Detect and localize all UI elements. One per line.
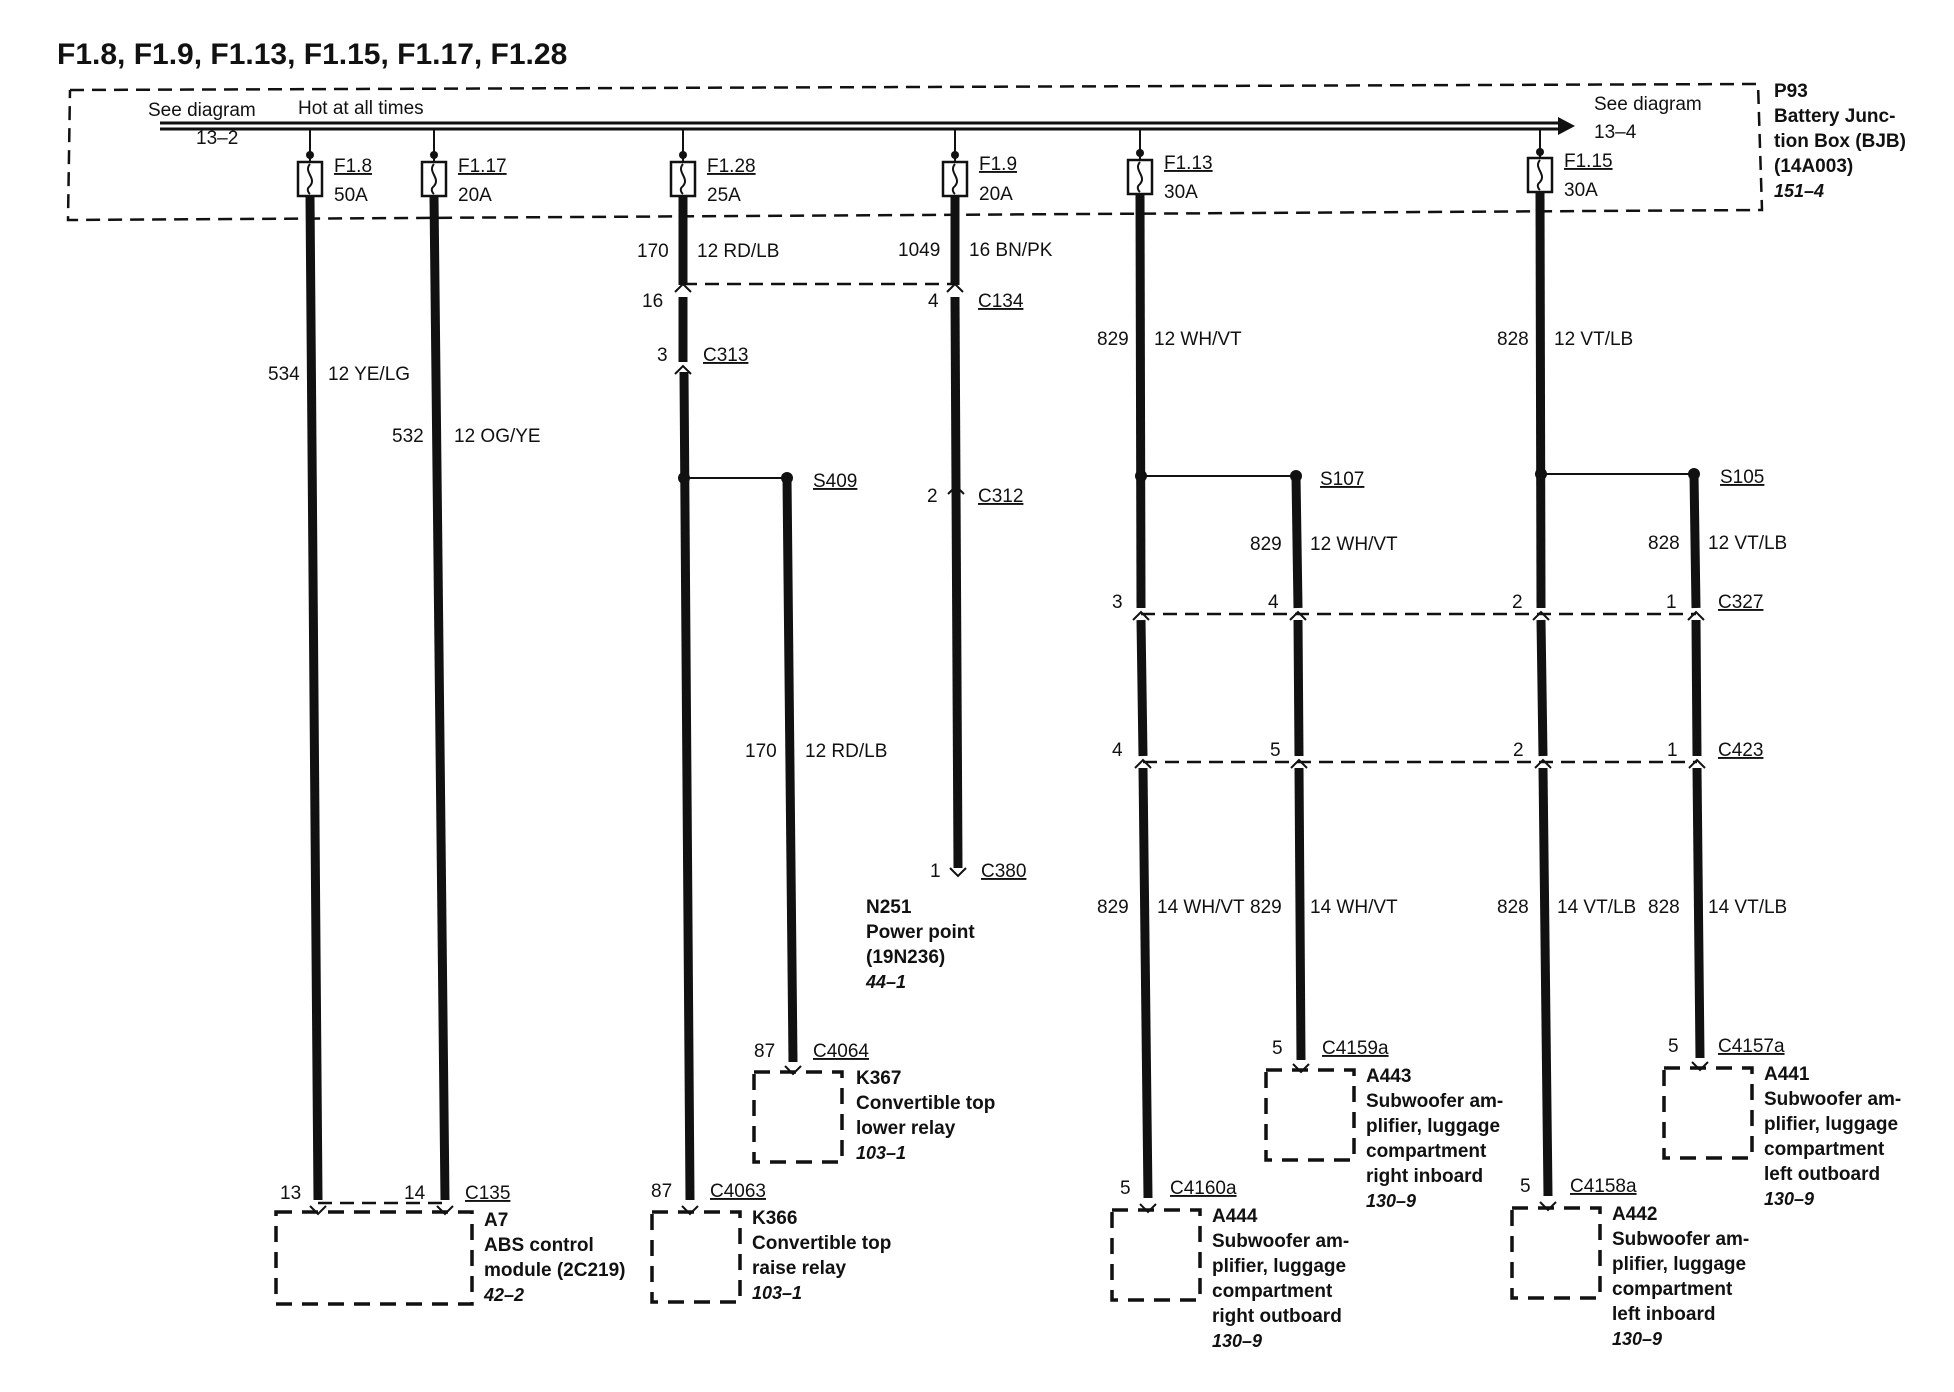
component-box	[276, 1212, 472, 1304]
fuse-f1-8	[298, 129, 372, 206]
pin-number: 2	[1513, 740, 1524, 761]
component-ref: 42–2	[484, 1285, 525, 1305]
bjb-ref: 151–4	[1774, 181, 1825, 201]
component-line: lower relay	[856, 1118, 956, 1139]
component-line: left inboard	[1612, 1304, 1716, 1325]
wire-label-circuit: 828	[1648, 533, 1680, 554]
splice-dot	[678, 472, 690, 484]
chevron-up-icon	[1689, 760, 1705, 768]
wire-label-circuit: 534	[268, 364, 300, 385]
wire-label-circuit: 170	[637, 241, 669, 262]
wire-label-circuit: 828	[1497, 329, 1529, 350]
fuse-f1-13	[1128, 129, 1213, 203]
component-line: (19N236)	[866, 947, 946, 968]
bjb-name-line-2: tion Box (BJB)	[1774, 131, 1906, 152]
component-line: plifier, luggage	[1212, 1256, 1347, 1277]
fuse-icon	[298, 162, 322, 196]
chevron-down-icon	[950, 868, 966, 876]
component-line: Subwoofer am-	[1212, 1231, 1350, 1252]
wire-labels	[268, 240, 1787, 918]
component-id: K366	[752, 1208, 798, 1229]
component-line: compartment	[1212, 1281, 1333, 1302]
wire-label-circuit: 829	[1097, 897, 1129, 918]
wire-label-spec: 14 VT/LB	[1708, 897, 1788, 918]
pin-number: 1	[930, 861, 941, 882]
connector-id-c4064: C4064	[813, 1041, 869, 1062]
component-box	[1512, 1208, 1600, 1298]
right-diagram-ref: 13–4	[1594, 122, 1637, 143]
fuse-id: F1.17	[458, 156, 507, 177]
pin-number: 5	[1520, 1176, 1531, 1197]
pin-number: 13	[280, 1183, 302, 1204]
wire-label-spec: 12 VT/LB	[1554, 329, 1634, 350]
pin-number: 4	[1268, 592, 1279, 613]
wire-829-main-mid	[1141, 620, 1143, 756]
fuse-f1-9	[943, 129, 1017, 205]
fuse-icon	[422, 162, 446, 196]
fuse-rating: 20A	[979, 184, 1013, 205]
wire-label-spec: 12 RD/LB	[805, 741, 888, 762]
wire-532	[434, 196, 445, 1200]
component-a442	[1512, 1204, 1749, 1349]
wire-828-branch-lower	[1697, 768, 1700, 1058]
chevron-up-icon	[1688, 612, 1704, 620]
component-id: K367	[856, 1068, 902, 1089]
wire-1049-lower	[955, 297, 958, 868]
connector-id-c135: C135	[465, 1183, 511, 1204]
component-line: compartment	[1764, 1139, 1885, 1160]
wire-828-branch-mid	[1696, 620, 1697, 756]
fuse-rating: 30A	[1564, 180, 1598, 201]
wire-828-main-lower	[1543, 768, 1548, 1196]
wire-label-spec: 14 WH/VT	[1310, 897, 1398, 918]
wire-label-circuit: 829	[1250, 897, 1282, 918]
splice-dot	[1535, 468, 1547, 480]
component-ref: 130–9	[1366, 1191, 1417, 1211]
component-a444	[1112, 1206, 1349, 1351]
component-a441	[1664, 1064, 1901, 1209]
pin-number: 4	[928, 291, 939, 312]
fuse-f1-28	[671, 129, 756, 206]
fuse-id: F1.15	[1564, 151, 1613, 172]
connector-id-c134: C134	[978, 291, 1024, 312]
wire-828-main-mid	[1541, 620, 1543, 756]
component-id: N251	[866, 897, 912, 918]
fuse-icon	[943, 162, 967, 196]
wire-label-circuit: 170	[745, 741, 777, 762]
component-line: Subwoofer am-	[1612, 1229, 1750, 1250]
connector-id-c4159a: C4159a	[1322, 1038, 1389, 1059]
splice-dot	[781, 472, 793, 484]
pin-number: 16	[642, 291, 664, 312]
bjb-id: P93	[1774, 81, 1808, 102]
component-line: right inboard	[1366, 1166, 1484, 1187]
pin-number: 1	[1667, 740, 1678, 761]
pin-number: 3	[657, 345, 668, 366]
pin-number: 5	[1120, 1178, 1131, 1199]
connector-id-c327: C327	[1718, 592, 1764, 613]
connector-id-c423: C423	[1718, 740, 1764, 761]
fuse-id: F1.13	[1164, 153, 1213, 174]
diagram-title: F1.8, F1.9, F1.13, F1.15, F1.17, F1.28	[57, 38, 568, 71]
connector-id-c312: C312	[978, 486, 1024, 507]
component-line: compartment	[1366, 1141, 1487, 1162]
component-a443	[1266, 1066, 1503, 1211]
component-box	[754, 1072, 842, 1162]
component-id: A441	[1764, 1064, 1810, 1085]
right-see-diagram: See diagram	[1594, 94, 1702, 115]
component-ref: 130–9	[1212, 1331, 1263, 1351]
splice-dot	[1135, 470, 1147, 482]
connector-id-c380: C380	[981, 861, 1027, 882]
component-line: raise relay	[752, 1258, 847, 1279]
component-id: A444	[1212, 1206, 1258, 1227]
fuse-rating: 20A	[458, 185, 492, 206]
wire-label-circuit: 1049	[898, 240, 941, 261]
component-box	[652, 1212, 740, 1302]
bus-arrow-icon	[1558, 117, 1575, 135]
component-ref: 103–1	[856, 1143, 907, 1163]
pin-number: 5	[1270, 740, 1281, 761]
component-ref: 130–9	[1612, 1329, 1663, 1349]
component-n251	[865, 897, 975, 992]
component-a7	[276, 1210, 625, 1305]
pin-number: 87	[651, 1181, 673, 1202]
left-see-diagram: See diagram	[148, 100, 256, 121]
component-line: Convertible top	[752, 1233, 892, 1254]
wire-label-spec: 16 BN/PK	[969, 240, 1053, 261]
component-line: Subwoofer am-	[1764, 1089, 1902, 1110]
wire-829-branch-mid	[1298, 620, 1299, 756]
wire-label-spec: 14 WH/VT	[1157, 897, 1245, 918]
wire-534	[310, 196, 318, 1200]
splice-dot	[1290, 470, 1302, 482]
pin-number: 1	[1666, 592, 1677, 613]
connector-id-c4157a: C4157a	[1718, 1036, 1785, 1057]
wire-label-spec: 12 OG/YE	[454, 426, 541, 447]
splice-id-s105: S105	[1720, 467, 1765, 488]
wire-label-circuit: 829	[1097, 329, 1129, 350]
wire-829-branch-upper	[1296, 476, 1298, 608]
component-id: A443	[1366, 1066, 1412, 1087]
wire-label-spec: 12 YE/LG	[328, 364, 411, 385]
wire-label-spec: 14 VT/LB	[1557, 897, 1637, 918]
component-ref: 44–1	[866, 972, 907, 992]
wire-label-circuit: 532	[392, 426, 424, 447]
component-line: compartment	[1612, 1279, 1733, 1300]
component-k367	[754, 1068, 995, 1163]
connector-markers	[310, 284, 1708, 1214]
splice-id-s409: S409	[813, 471, 858, 492]
component-line: ABS control	[484, 1235, 594, 1256]
pin-number: 14	[404, 1183, 426, 1204]
fuse-id: F1.9	[979, 154, 1018, 175]
fuse-id: F1.28	[707, 156, 756, 177]
connector-id-c4063: C4063	[710, 1181, 766, 1202]
component-line: module (2C219)	[484, 1260, 626, 1281]
left-diagram-ref: 13–2	[196, 128, 239, 149]
fuse-icon	[1128, 160, 1152, 194]
component-id: A7	[484, 1210, 509, 1231]
wire-label-spec: 12 WH/VT	[1310, 534, 1398, 555]
wire-label-spec: 12 WH/VT	[1154, 329, 1242, 350]
fuse-f1-17	[422, 129, 507, 206]
component-id: A442	[1612, 1204, 1658, 1225]
component-ref: 130–9	[1764, 1189, 1815, 1209]
wire-170-branch	[787, 478, 793, 1062]
pin-number: 5	[1272, 1038, 1283, 1059]
wire-label-spec: 12 RD/LB	[697, 241, 780, 262]
wire-829-main-upper	[1140, 194, 1141, 608]
component-box	[1266, 1070, 1354, 1160]
splice-id-s107: S107	[1320, 469, 1365, 490]
fuse-icon	[1528, 158, 1552, 192]
pin-number: 2	[927, 486, 938, 507]
pin-number: 87	[754, 1041, 776, 1062]
pin-number: 2	[1512, 592, 1523, 613]
fuse-rating: 50A	[334, 185, 368, 206]
wire-170-lower	[684, 372, 690, 1200]
connector-id-c313: C313	[703, 345, 749, 366]
component-box	[1664, 1068, 1752, 1158]
bjb-name-line-3: (14A003)	[1774, 156, 1854, 177]
fuse-icon	[671, 162, 695, 196]
wire-829-main-lower	[1143, 768, 1148, 1198]
component-k366	[652, 1208, 891, 1303]
pin-number: 4	[1112, 740, 1123, 761]
wires	[310, 192, 1700, 1200]
wire-828-branch-upper	[1694, 474, 1696, 608]
wire-828-main-upper	[1540, 192, 1541, 608]
pin-number: 3	[1112, 592, 1123, 613]
component-line: plifier, luggage	[1366, 1116, 1501, 1137]
fuse-rating: 30A	[1164, 182, 1198, 203]
component-line: plifier, luggage	[1612, 1254, 1747, 1275]
fuse-rating: 25A	[707, 185, 741, 206]
component-ref: 103–1	[752, 1283, 803, 1303]
component-line: Subwoofer am-	[1366, 1091, 1504, 1112]
wire-label-spec: 12 VT/LB	[1708, 533, 1788, 554]
wire-label-circuit: 829	[1250, 534, 1282, 555]
component-box	[1112, 1210, 1200, 1300]
wire-label-circuit: 828	[1648, 897, 1680, 918]
fuse-id: F1.8	[334, 156, 373, 177]
pin-number: 5	[1668, 1036, 1679, 1057]
bjb-name-line-1: Battery Junc-	[1774, 106, 1896, 127]
component-line: left outboard	[1764, 1164, 1881, 1185]
connector-id-c4158a: C4158a	[1570, 1176, 1637, 1197]
bus-label: Hot at all times	[298, 98, 424, 119]
component-line: Power point	[866, 922, 975, 943]
component-line: plifier, luggage	[1764, 1114, 1899, 1135]
wire-829-branch-lower	[1299, 768, 1301, 1060]
wire-label-circuit: 828	[1497, 897, 1529, 918]
connector-id-c4160a: C4160a	[1170, 1178, 1237, 1199]
component-line: right outboard	[1212, 1306, 1342, 1327]
component-line: Convertible top	[856, 1093, 996, 1114]
splice-dot	[1688, 468, 1700, 480]
